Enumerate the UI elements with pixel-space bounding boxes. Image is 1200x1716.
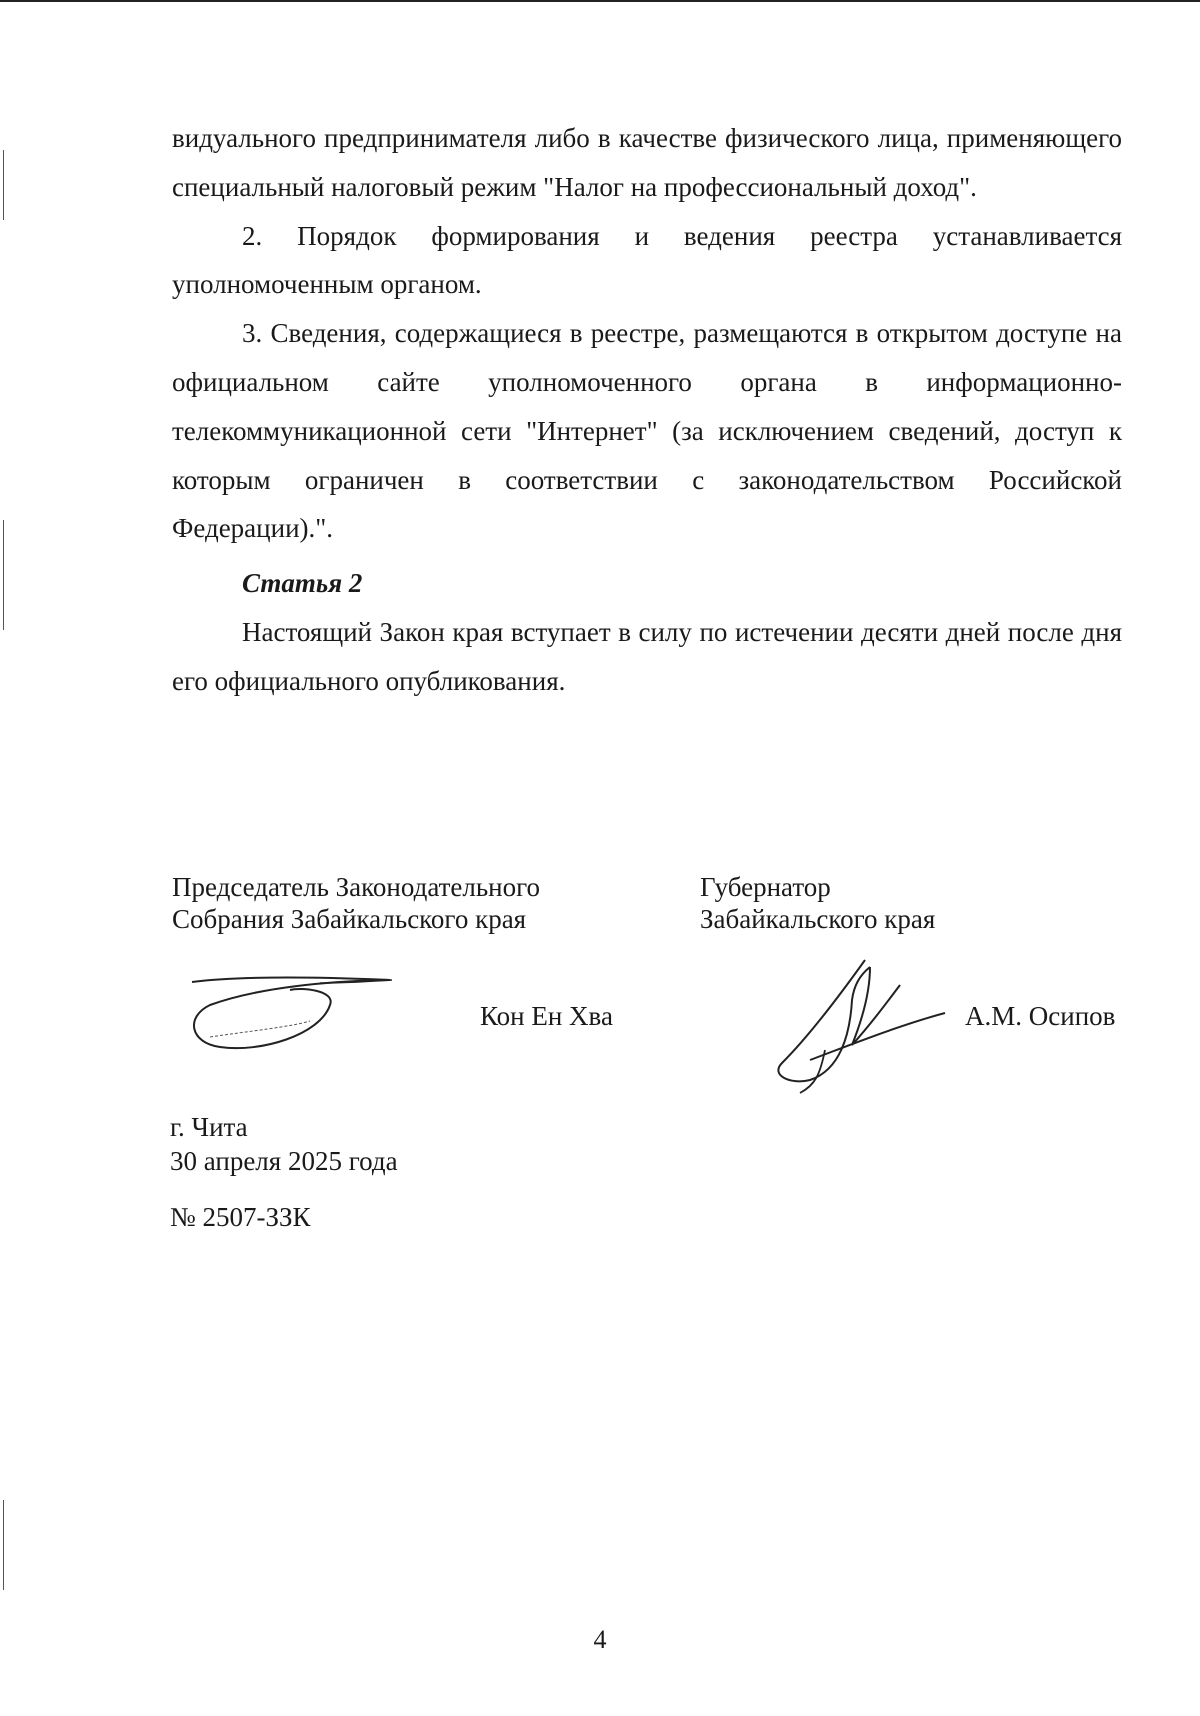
- paragraph-2: 2. Порядок формирования и ведения реестра устанавливается уполномоченным органом.: [172, 220, 1122, 300]
- left-signatory-name: Кон Ен Хва: [480, 1001, 613, 1031]
- left-title-line1: Председатель Законодательного: [172, 872, 541, 902]
- law-number: № 2507-ЗЗК: [170, 1202, 311, 1232]
- signing-city: г. Чита: [170, 1112, 248, 1142]
- scan-mark: [3, 150, 4, 220]
- right-signatory-title: [700, 871, 935, 935]
- right-title-line1: Губернатор: [700, 872, 831, 902]
- signing-date: 30 апреля 2025 года: [170, 1146, 398, 1176]
- top-rule: [0, 0, 1200, 2]
- article-heading: Статья 2: [242, 568, 363, 599]
- right-signature: [770, 955, 950, 1095]
- left-signature: [180, 965, 410, 1055]
- law-text: [172, 114, 1122, 706]
- left-title-line2: Собрания Забайкальского края: [172, 904, 527, 934]
- left-signatory-title: [172, 871, 540, 935]
- page-number: 4: [593, 1625, 607, 1654]
- paragraph-3: 3. Сведения, содержащиеся в реестре, размещаются в открытом доступе на официальном сайте уполномоченного органа в информационно-телекоммуникационной сети "Интернет" (за исключением сведений, доступ к которым ограничен в соответствии с законодательством Российской Федерации).".: [172, 318, 1122, 544]
- article-2-text: Настоящий Закон края вступает в силу по истечении десяти дней после дня его официального опубликования.: [172, 616, 1122, 696]
- scan-mark: [3, 1500, 4, 1590]
- scan-mark: [3, 520, 4, 630]
- right-signatory-name: А.М. Осипов: [965, 1001, 1116, 1031]
- right-title-line2: Забайкальского края: [700, 904, 936, 934]
- footer-block: [170, 1110, 398, 1234]
- paragraph-continuation: видуального предпринимателя либо в качестве физического лица, применяющего специальный налоговый режим "Налог на профессиональный доход".: [172, 123, 1122, 202]
